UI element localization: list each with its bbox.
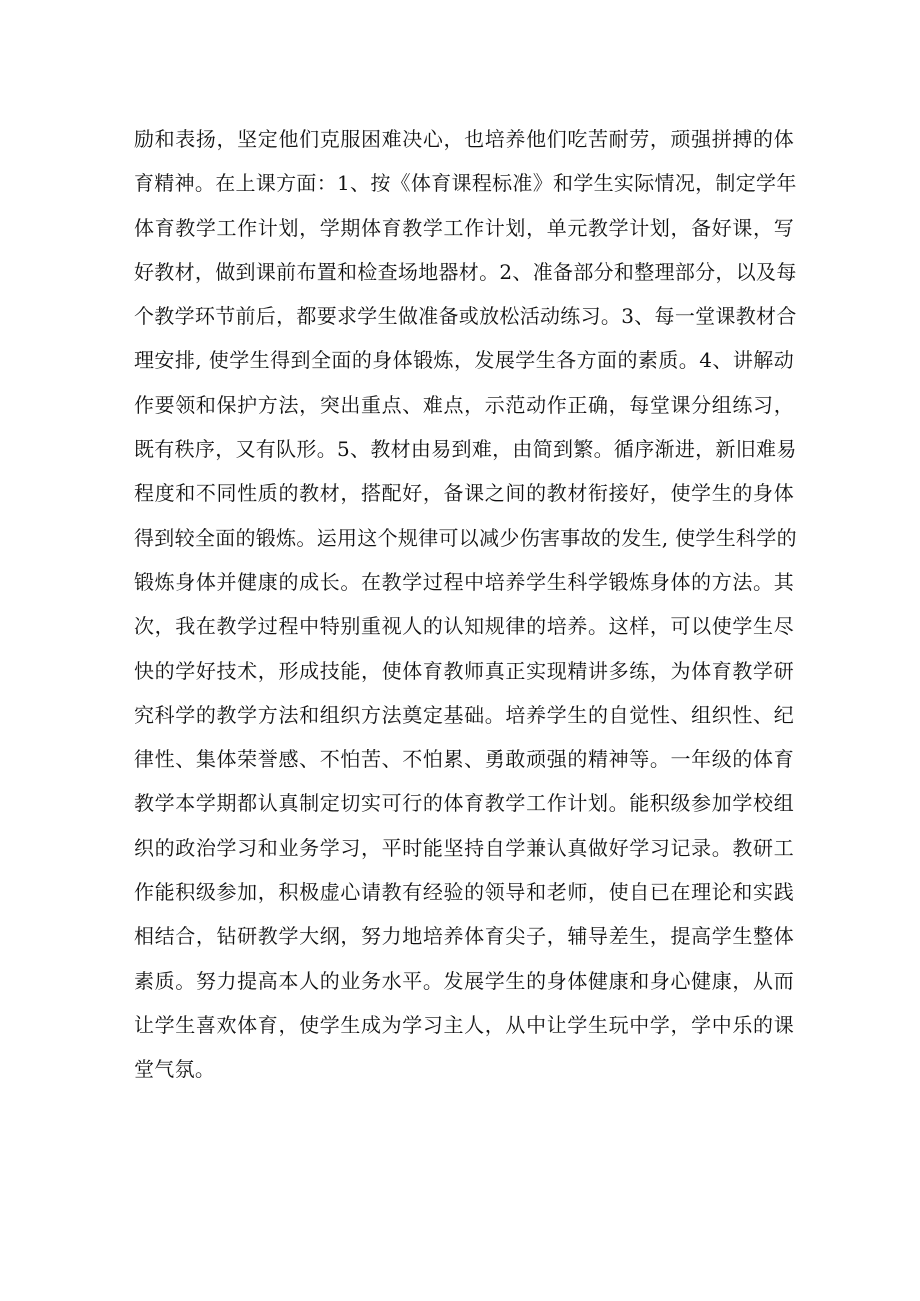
text-line: 教学本学期都认真制定切实可行的体育教学工作计划。能积级参加学校组 xyxy=(134,791,794,816)
text-line: 相结合，钻研教学大纲，努力地培养体育尖子，辅导差生，提高学生整体 xyxy=(134,924,794,949)
text-line: 织的政治学习和业务学习，平时能坚持自学兼认真做好学习记录。教研工 xyxy=(134,835,794,860)
text-line: 素质。努力提高本人的业务水平。发展学生的身体健康和身心健康，从而 xyxy=(134,968,794,993)
text-line: 律性、集体荣誉感、不怕苦、不怕累、勇敢顽强的精神等。一年级的体育 xyxy=(134,747,794,772)
text-line: 程度和不同性质的教材，搭配好，备课之间的教材衔接好，使学生的身体 xyxy=(134,481,794,506)
body-paragraph xyxy=(134,117,797,1092)
text-line: 好教材，做到课前布置和检查场地器材。2、准备部分和整理部分，以及每 xyxy=(134,259,797,284)
text-line: 作能积级参加，积极虚心请教有经验的领导和老师，使自已在理论和实践 xyxy=(134,880,794,905)
text-line: 育精神。在上课方面：1、按《体育课程标准》和学生实际情况，制定学年 xyxy=(134,171,797,196)
text-line: 次，我在教学过程中特别重视人的认知规律的培养。这样，可以使学生尽 xyxy=(134,614,794,639)
text-line: 得到较全面的锻炼。运用这个规律可以减少伤害事故的发生, 使学生科学的 xyxy=(134,525,797,550)
text-line: 既有秩序，又有队形。5、教材由易到难，由简到繁。循序渐进，新旧难易 xyxy=(134,437,797,462)
text-line: 作要领和保护方法，突出重点、难点，示范动作正确，每堂课分组练习， xyxy=(134,392,794,417)
text-line: 个教学环节前后，都要求学生做准备或放松活动练习。3、每一堂课教材合 xyxy=(134,304,797,329)
text-line: 体育教学工作计划，学期体育教学工作计划，单元教学计划，备好课，写 xyxy=(134,215,794,240)
text-line: 理安排, 使学生得到全面的身体锻炼，发展学生各方面的素质。4、讲解动 xyxy=(134,348,794,373)
text-line: 快的学好技术，形成技能，使体育教师真正实现精讲多练，为体育教学研 xyxy=(134,658,794,683)
text-line: 励和表扬，坚定他们克服困难决心，也培养他们吃苦耐劳，顽强拼搏的体 xyxy=(134,127,794,151)
text-line: 究科学的教学方法和组织方法奠定基础。培养学生的自觉性、组织性、纪 xyxy=(134,702,794,727)
text-line: 锻炼身体并健康的成长。在教学过程中培养学生科学锻炼身体的方法。其 xyxy=(134,569,794,594)
text-line: 让学生喜欢体育，使学生成为学习主人，从中让学生玩中学，学中乐的课 xyxy=(134,1012,794,1037)
text-line: 堂气氛。 xyxy=(134,1057,216,1082)
